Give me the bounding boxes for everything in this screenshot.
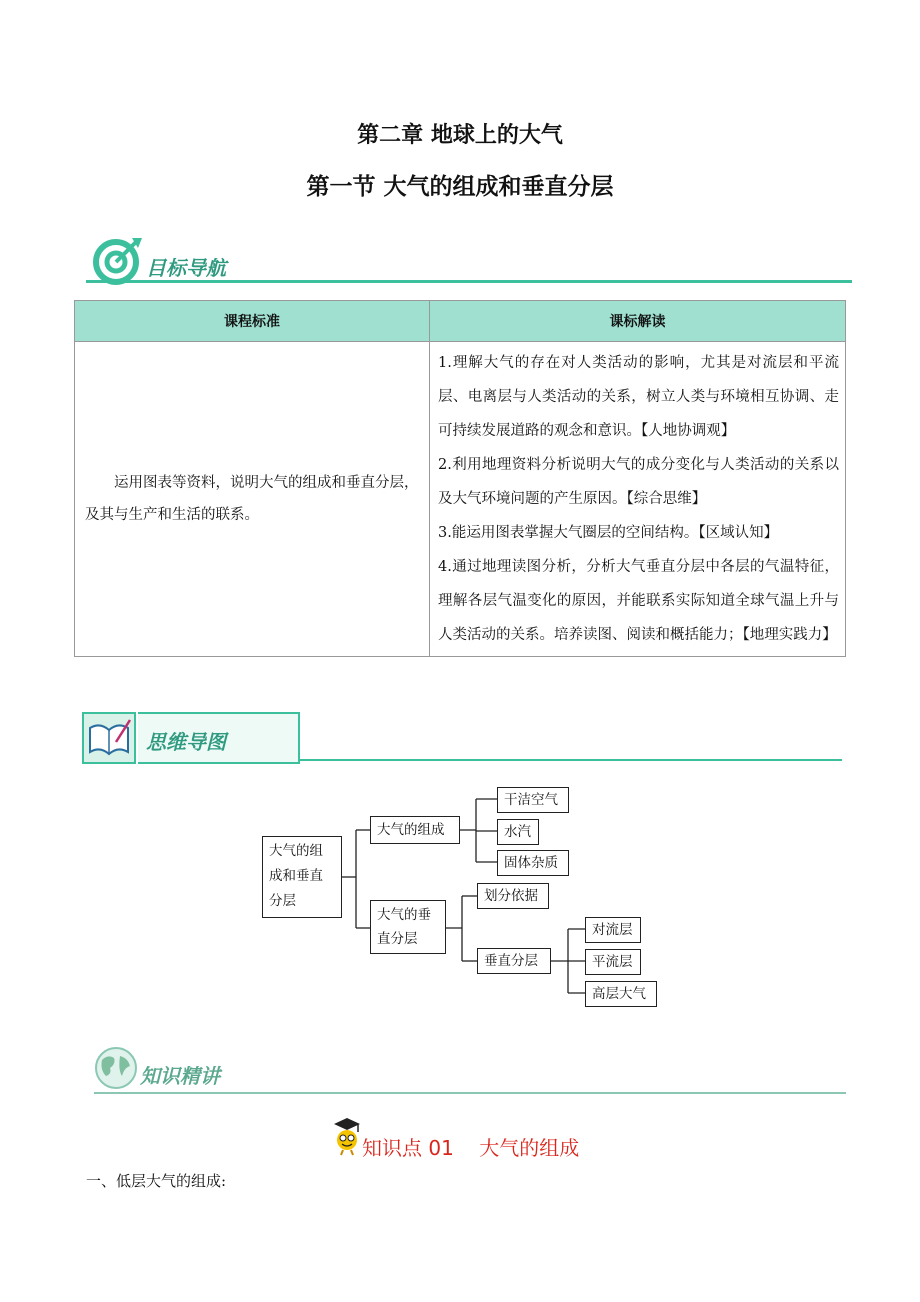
standard-cell <box>75 342 430 657</box>
mindmap-dry-air: 干洁空气 <box>497 787 569 813</box>
section-title: 第一节 大气的组成和垂直分层 <box>306 174 614 200</box>
book-icon <box>82 712 136 764</box>
mascot-icon <box>330 1116 364 1156</box>
mindmap-rule <box>298 759 842 761</box>
chapter-title: 第二章 地球上的大气 <box>357 123 563 148</box>
col-standard-header: 课程标准 <box>75 301 430 342</box>
goals-label: 目标导航 <box>146 256 226 280</box>
goals-header <box>86 236 852 286</box>
mindmap-root: 大气的组成和垂直分层 <box>262 836 342 918</box>
mindmap-vertical: 垂直分层 <box>477 948 551 974</box>
curriculum-table <box>74 300 846 657</box>
interpretation-3: 3.能运用图表掌握大气圈层的空间结构。【区域认知】 <box>438 525 779 541</box>
knowledge-rule <box>94 1092 846 1094</box>
mindmap-water-vapor: 水汽 <box>497 819 539 845</box>
col-interpretation-header: 课标解读 <box>430 301 846 342</box>
interpretation-1: 1.理解大气的存在对人类活动的影响，尤其是对流层和平流层、电离层与人类活动的关系，树立人类与环境相互协调、走可持续发展道路的观念和意识。【人地协调观】 <box>438 355 839 439</box>
mindmap-stratosphere: 平流层 <box>585 949 641 975</box>
mindmap-upper-atmosphere: 高层大气 <box>585 981 657 1007</box>
globe-icon <box>94 1046 138 1090</box>
target-icon <box>92 236 144 286</box>
mindmap-layering: 大气的垂直分层 <box>370 900 446 954</box>
mindmap-header <box>82 712 842 762</box>
mindmap-basis: 划分依据 <box>477 883 549 909</box>
knowledge-point-title: 知识点 01 大气的组成 <box>362 1136 580 1160</box>
mindmap-composition: 大气的组成 <box>370 816 460 844</box>
mindmap-troposphere: 对流层 <box>585 917 641 943</box>
interpretation-cell <box>430 342 846 657</box>
mindmap-label: 思维导图 <box>146 730 226 754</box>
interpretation-2: 2.利用地理资料分析说明大气的成分变化与人类活动的关系以及大气环境问题的产生原因。【综合思维】 <box>438 457 839 507</box>
subheading: 一、低层大气的组成: <box>86 1172 227 1190</box>
mindmap-solid-impurities: 固体杂质 <box>497 850 569 876</box>
knowledge-label: 知识精讲 <box>140 1064 220 1088</box>
interpretation-4: 4.通过地理读图分析，分析大气垂直分层中各层的气温特征，理解各层气温变化的原因，并能联系实际知道全球气温上升与人类活动的关系。培养读图、阅读和概括能力；【地理实践力】 <box>438 559 839 643</box>
standard-text: 运用图表等资料，说明大气的组成和垂直分层，及其与生产和生活的联系。 <box>85 475 419 523</box>
goals-rule <box>86 280 852 283</box>
knowledge-header <box>94 1046 846 1096</box>
